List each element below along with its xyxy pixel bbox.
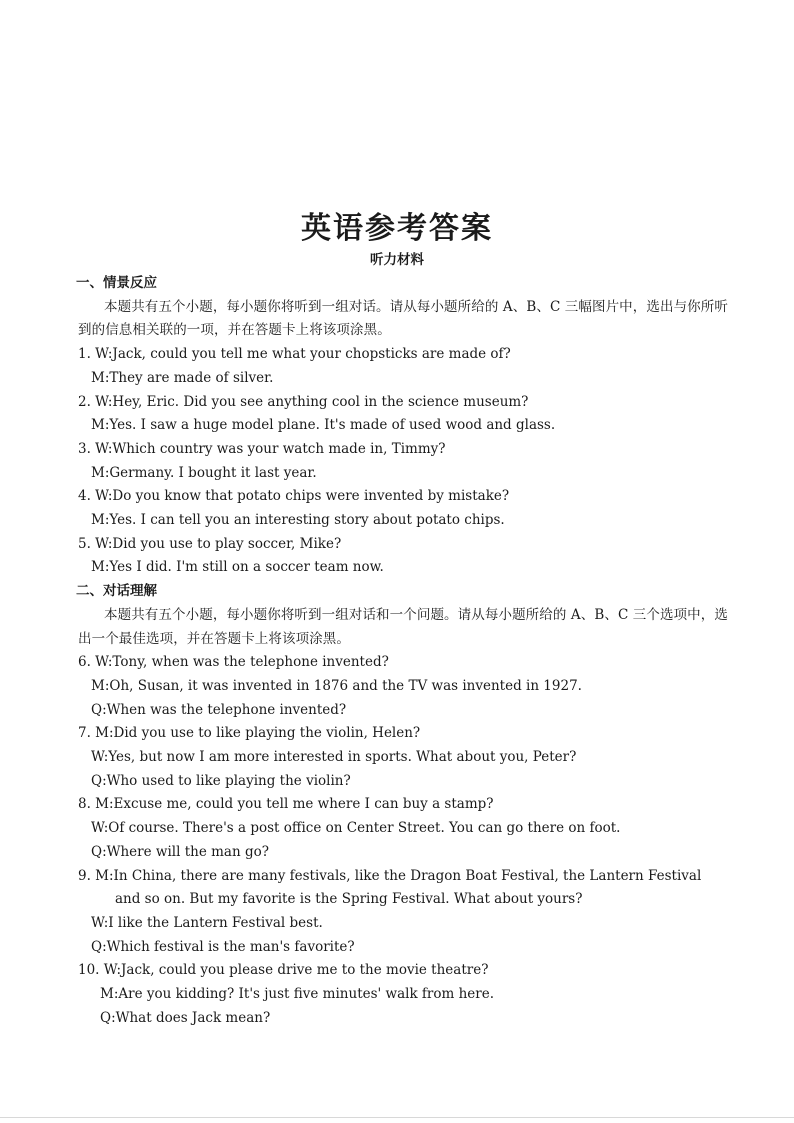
question-line: Q:When was the telephone invented? (91, 701, 347, 718)
dialogue-line: M:Are you kidding? It's just five minutes' walk from here. (100, 986, 495, 1003)
dialogue-line: 4. W:Do you know that potato chips were invented by mistake? (78, 488, 510, 505)
dialogue-line: W:I like the Lantern Festival best. (91, 914, 323, 931)
dialogue-line: M:Oh, Susan, it was invented in 1876 and the TV was invented in 1927. (91, 677, 582, 694)
section-instructions-2: 本题共有五个小题，每小题你将听到一组对话和一个问题。请从每小题所给的 A、B、C 三个选项中，选出一个最佳选项，并在答题卡上将该项涂黑。 (78, 606, 728, 647)
dialogue-line: 8. M:Excuse me, could you tell me where I can buy a stamp? (78, 796, 494, 813)
page-subtitle: 听力材料 (370, 252, 424, 268)
dialogue-line: M:Yes I did. I'm still on a soccer team now. (91, 559, 384, 576)
dialogue-line: 1. W:Jack, could you tell me what your chopsticks are made of? (78, 346, 511, 363)
dialogue-line: 3. W:Which country was your watch made in, Timmy? (78, 440, 446, 457)
dialogue-line: M:Yes. I saw a huge model plane. It's made of used wood and glass. (91, 417, 556, 434)
dialogue-line: M:They are made of silver. (91, 369, 274, 386)
dialogue-line: 2. W:Hey, Eric. Did you see anything cool in the science museum? (78, 393, 529, 410)
question-line: Q:What does Jack mean? (100, 1009, 271, 1026)
page-bottom-divider (0, 1117, 794, 1118)
dialogue-line: 7. M:Did you use to like playing the violin, Helen? (78, 725, 421, 742)
dialogue-line: M:Germany. I bought it last year. (91, 464, 317, 481)
listening-material (78, 272, 728, 1031)
dialogue-line: 6. W:Tony, when was the telephone invented? (78, 654, 389, 671)
dialogue-line: M:Yes. I can tell you an interesting story about potato chips. (91, 512, 505, 529)
dialogue-line: 5. W:Did you use to play soccer, Mike? (78, 535, 342, 552)
dialogue-line: W:Yes, but now I am more interested in sports. What about you, Peter? (91, 749, 577, 766)
dialogue-line: 9. M:In China, there are many festivals, like the Dragon Boat Festival, the Lantern Festival (78, 867, 702, 884)
section-heading-2: 二、对话理解 (76, 583, 157, 600)
question-line: Q:Where will the man go? (91, 843, 269, 860)
dialogue-line: W:Of course. There's a post office on Center Street. You can go there on foot. (91, 820, 621, 837)
dialogue-line: 10. W:Jack, could you please drive me to the movie theatre? (78, 962, 489, 979)
section-instructions-1: 本题共有五个小题，每小题你将听到一组对话。请从每小题所给的 A、B、C 三幅图片中，选出与你所听到的信息相关联的一项，并在答题卡上将该项涂黑。 (78, 298, 728, 339)
dialogue-line: and so on. But my favorite is the Spring Festival. What about yours? (115, 891, 583, 908)
page-title: 英语参考答案 (301, 211, 493, 246)
question-line: Q:Who used to like playing the violin? (91, 772, 351, 789)
question-line: Q:Which festival is the man's favorite? (91, 938, 355, 955)
section-heading-1: 一、情景反应 (76, 275, 157, 291)
